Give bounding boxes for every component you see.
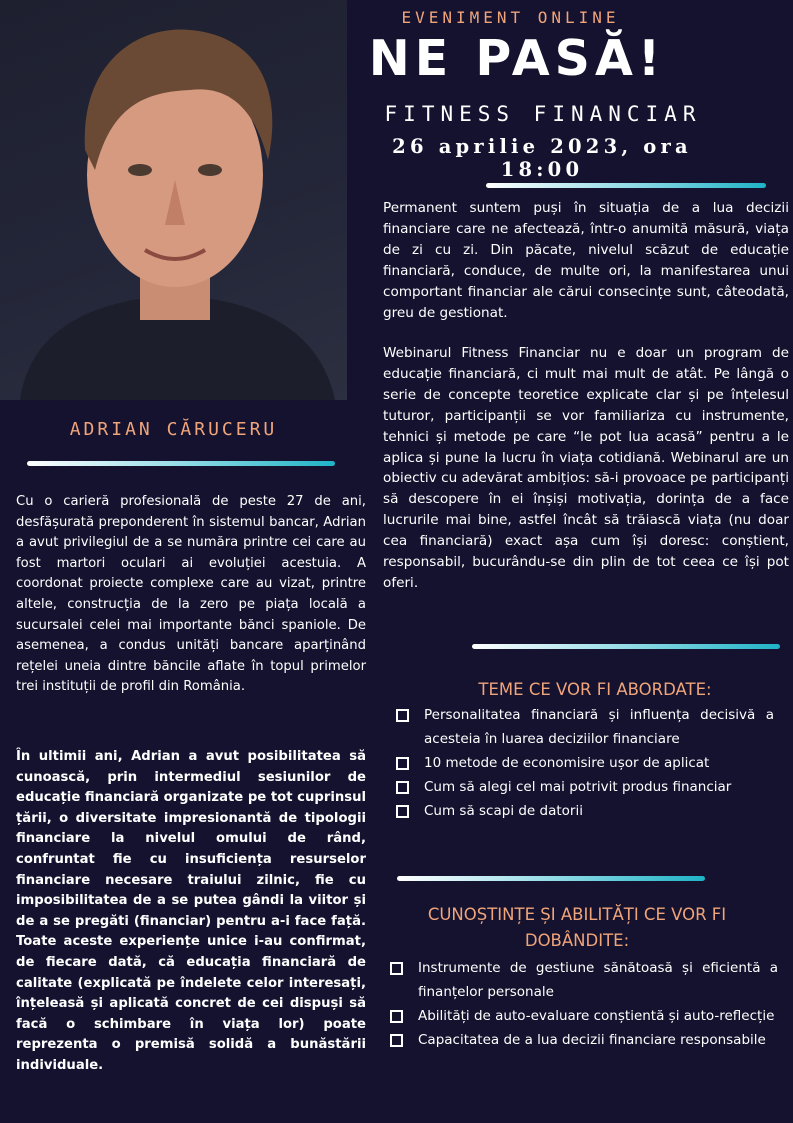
list-item [384, 1028, 778, 1052]
topic-text: 10 metode de economisire ușor de aplicat [424, 755, 710, 771]
list-item [390, 703, 774, 751]
speaker-photo [0, 0, 347, 400]
topic-text: Cum să alegi cel mai potrivit produs financiar [424, 779, 732, 795]
speaker-name: ADRIAN CĂRUCERU [69, 419, 278, 440]
intro-paragraph-2: Webinarul Fitness Financiar nu e doar un program de educație financiară, ci mult mai mult de atât. Pe lângă o serie de concepte teoretice explicate clar și pe înțelesul tuturor, participanții se vor familiariza cu instrumente, tehnici și metode pe care “le pot lua acasă” pentru a le aplica și pune la lucru în viața cotidiană. Webinarul are un obiectiv cu adevărat ambițios: să-i provoace pe participanți să descopere în ei înșiși motivația, dorința de a face lucrurile mai bine, astfel încât să trăiască viața (nu doar cea financiară) exact așa cum își doresc: conștient, responsabil, bucurându-se din plin de tot ceea ce își pot oferi. [383, 345, 789, 591]
checkbox-icon [390, 1034, 403, 1047]
page-subtitle: FITNESS FINANCIAR [384, 102, 702, 126]
list-item [390, 775, 774, 799]
topic-text: Personalitatea financiară și influența decisivă a acesteia în luarea deciziilor financiare [424, 707, 774, 747]
event-date: 26 aprilie 2023, ora 18:00 [392, 135, 692, 181]
portrait-illustration [0, 0, 347, 400]
checkbox-icon [396, 805, 409, 818]
divider-bar [486, 183, 766, 188]
skills-heading: CUNOȘTINȚE ȘI ABILITĂȚI CE VOR FI DOBÂNDITE: [427, 905, 727, 950]
skill-text: Abilități de auto-evaluare conștientă și auto-reflecție [418, 1008, 775, 1024]
list-item [384, 956, 778, 1004]
intro-paragraph-1: Permanent suntem puși în situația de a lua decizii financiare care ne afectează, într-o anumită măsură, viața de zi cu zi. Din păcate, nivelul scăzut de educație financiară, conduce, de multe ori, la manifestarea unui comportant financiar ale cărui consecințe sunt, câteodată, greu de gestionat. [383, 200, 789, 321]
topic-text: Cum să scapi de datorii [424, 803, 583, 819]
event-label: EVENIMENT ONLINE [401, 8, 620, 27]
checkbox-icon [396, 781, 409, 794]
list-item [390, 799, 774, 823]
checkbox-icon [390, 1010, 403, 1023]
skill-text: Capacitatea de a lua decizii financiare responsabile [418, 1032, 766, 1048]
topics-list [390, 703, 774, 823]
divider-bar [397, 876, 705, 881]
topics-heading: TEME CE VOR FI ABORDATE: [478, 680, 712, 699]
checkbox-icon [396, 709, 409, 722]
divider-bar [472, 644, 780, 649]
speaker-bio-paragraph-2: În ultimii ani, Adrian a avut posibilitatea să cunoască, prin intermediul sesiunilor de educație financiară organizate pe tot cuprinsul țării, o diversitate impresionantă de tipologii financiare la nivelul omului de rând, confruntat fie cu insuficiența resurselor financiare necesare traiului zilnic, fie cu imposibilitatea de a se putea gândi la viitor și de a se pregăti (financiar) pentru a-i face față. Toate aceste experiențe unice i-au confirmat, de fiecare dată, că educația financiară de calitate (explicată pe îndelete celor interesați, înțeleasă și aplicată concret de cei dispuși să facă o schimbare în viața lor) poate reprezenta o premisă solidă a bunăstării individuale. [16, 749, 366, 1073]
speaker-bio-paragraph-1: Cu o carieră profesională de peste 27 de ani, desfășurată preponderent în sistemul bancar, Adrian a avut privilegiul de a se număra printre cei care au fost martori oculari ai evoluției acestuia. A coordonat proiecte complexe care au vizat, printre altele, construcția de la zero pe piața locală a sucursalei celei mai importante bănci spaniole. De asemenea, a condus unități bancare aparținând rețelei uneia dintre băncile aflate în topul primelor trei instituții de profil din România. [16, 494, 366, 695]
checkbox-icon [390, 962, 403, 975]
list-item [390, 751, 774, 775]
list-item [384, 1004, 778, 1028]
skill-text: Instrumente de gestiune sănătoasă și eficientă a finanțelor personale [418, 960, 778, 1000]
divider-bar [27, 461, 335, 466]
skills-list [384, 956, 778, 1052]
checkbox-icon [396, 757, 409, 770]
page-title: NE PASĂ! [368, 30, 666, 87]
